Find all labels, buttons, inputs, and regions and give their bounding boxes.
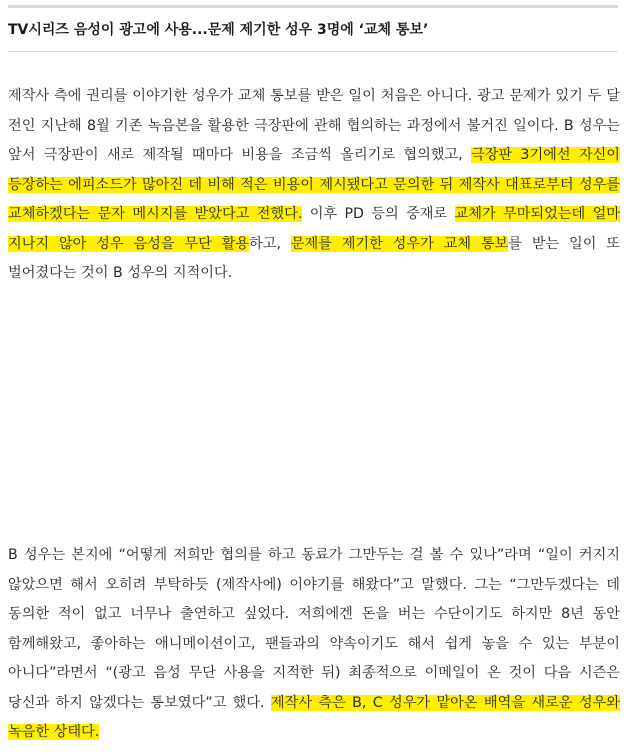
top-divider (8, 5, 618, 8)
article-paragraph-2 (8, 541, 620, 748)
paragraph-1-text-1: 제작사 측에 권리를 이야기한 성우가 교체 통보를 받은 일이 처음은 아니다. 광고 문제가 있기 두 달 전인 지난해 8월 기존 녹음본을 활용한 극장판에 관해 협의하는 과정에서 불거진 일이다. B 성우는 앞서 극장판이 새로 제작될 때마다 비용을 조금씩 올리기로 협의했고, (8, 88, 620, 163)
paragraph-1-highlight-2: 교체가 무마되었는데 얼마 지나지 않아 성우 음성을 무단 활용 (8, 206, 621, 252)
paragraph-2-highlight-1: 제작사 측은 B, C 성우가 맡아온 배역을 새로운 성우와 녹음한 상태다. (8, 694, 620, 740)
paragraph-1-text-4: 를 받는 일이 또 벌어졌다는 것이 B 성우의 지적이다. (8, 235, 621, 281)
paragraph-2-text-1: B 성우는 본지에 “어떻게 저희만 협의를 하고 동료가 그만두는 걸 볼 수 있나”라며 “일이 커지지 않았으면 해서 오히려 부탁하듯 (제작사에) 이야기를 해왔다”고 말했다. 그는 “그만두겠다는 데 동의한 적이 없고 너무나 출연하고 싶었다. 저희에겐 돈을 버는 수단이기도 하지만 8년 동안 함께해왔고, 좋아하는 애니메이션이고, 팬들과의 약속이기도 해서 쉽게 놓을 수 있는 부분이 아니다”라면서 “(광고 음성 무단 사용을 지적한 뒤) 최종적으로 이메일이 온 것이 다음 시즌은 당신과 하지 않겠다는 통보였다”고 했다. (8, 547, 620, 711)
paragraph-1-highlight-3: 문제를 제기한 성우가 교체 통보 (290, 235, 509, 252)
headline-divider (8, 51, 618, 52)
paragraph-1-text-2: 이후 PD 등의 중재로 (302, 206, 455, 222)
article-headline: TV시리즈 음성이 광고에 사용...문제 제기한 성우 3명에 ‘교체 통보’ (8, 22, 429, 38)
paragraph-1-highlight-1: 극장판 3기에선 자신이 등장하는 에피소드가 많아진 데 비해 적은 비용이 제시됐다고 문의한 뒤 제작사 대표로부터 성우를 교체하겠다는 문자 메시지를 받았다고 전했다. (8, 147, 620, 222)
article-paragraph-1 (8, 82, 620, 289)
paragraph-1-text-3: 하고, (249, 235, 291, 252)
